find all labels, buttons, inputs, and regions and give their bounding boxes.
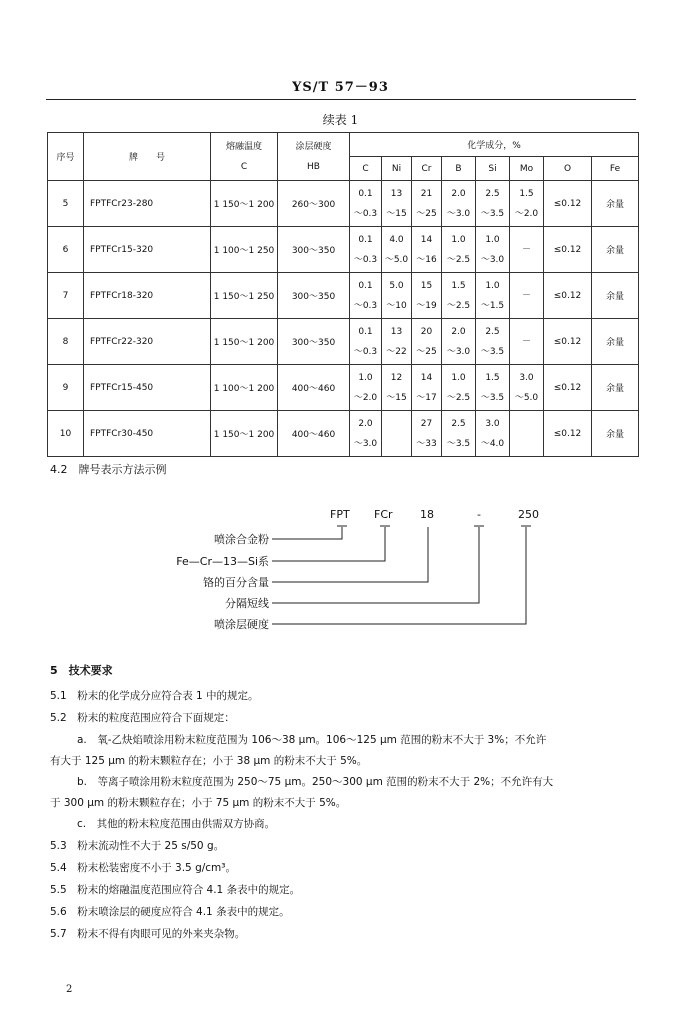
cell-o: ≤0.12 xyxy=(544,411,592,457)
cell-grade: FPTFCr30-450 xyxy=(84,411,211,457)
item-5-7: 5.7 粉末不得有肉眼可见的外来夹杂物。 xyxy=(50,928,246,940)
cell-value: ～0.3 xyxy=(353,346,378,357)
cell-value: － xyxy=(521,336,531,347)
cell-value: 1.0 xyxy=(485,234,500,245)
cell-value: 2.5 xyxy=(485,326,500,337)
cell-fe: 余量 xyxy=(592,181,639,227)
cell-value: 21 xyxy=(420,188,433,199)
code-fcr: FCr xyxy=(374,508,393,521)
item-b-line1: b. 等离子喷涂用粉末粒度范围为 250～75 μm。250～300 μm 范围的粉末不大于 2%；不允许有大 xyxy=(77,776,554,788)
cell-value: 1.0 xyxy=(485,280,500,291)
cell-value: ～3.5 xyxy=(480,208,505,219)
cell-value: ～3.5 xyxy=(480,392,505,403)
header-element: Ni xyxy=(382,157,412,181)
cell-melt: 1 150～1 200 xyxy=(211,411,278,457)
item-5-6: 5.6 粉末喷涂层的硬度应符合 4.1 条表中的规定。 xyxy=(50,906,290,918)
cell-value: 14 xyxy=(420,372,433,383)
cell-melt: 1 100～1 200 xyxy=(211,365,278,411)
item-5-3: 5.3 粉末流动性不大于 25 s/50 g。 xyxy=(50,840,225,852)
cell-o: ≤0.12 xyxy=(544,273,592,319)
cell-value: 3.0 xyxy=(485,418,500,429)
item-5-4: 5.4 粉末松装密度不小于 3.5 g/cm³。 xyxy=(50,862,236,874)
cell-melt: 1 150～1 250 xyxy=(211,273,278,319)
item-b-line2: 于 300 μm 的粉末颗粒存在；小于 75 μm 的粉末不大于 5%。 xyxy=(50,797,347,809)
item-a-line1: a. 氧-乙炔焰喷涂用粉末粒度范围为 106～38 μm。106～125 μm 范围的粉末不大于 3%；不允许 xyxy=(77,734,547,746)
cell-value: 1.5 xyxy=(519,188,534,199)
melt-unit: C xyxy=(240,161,248,172)
cell-o: ≤0.12 xyxy=(544,181,592,227)
cell-value: 0.1 xyxy=(358,280,373,291)
cell-value: ～15 xyxy=(386,392,407,403)
code-dash: - xyxy=(477,508,481,521)
cell-value: 1.5 xyxy=(451,280,466,291)
header-element: B xyxy=(442,157,476,181)
cell-value: 20 xyxy=(420,326,433,337)
header-element: Si xyxy=(476,157,510,181)
cell-value: ～3.5 xyxy=(480,346,505,357)
cell-value: 2.0 xyxy=(451,326,466,337)
section-5-title: 5 技术要求 xyxy=(50,664,113,677)
header-grade: 牌 号 xyxy=(84,133,211,181)
cell-hardness: 260～300 xyxy=(278,181,350,227)
cell-value: 1.5 xyxy=(485,372,500,383)
cell-value: ～15 xyxy=(386,208,407,219)
standard-header: YS/T 57－93 xyxy=(292,80,389,95)
cell-value: 0.1 xyxy=(358,234,373,245)
cell-seq: 6 xyxy=(48,227,84,273)
cell-value: 2.5 xyxy=(485,188,500,199)
cell-value: 13 xyxy=(390,188,403,199)
melt-label: 熔融温度 xyxy=(225,141,262,152)
cell-melt: 1 150～1 200 xyxy=(211,319,278,365)
code-fpt: FPT xyxy=(330,508,350,521)
label-spray-alloy: 喷涂合金粉 xyxy=(214,533,269,546)
cell-value: 14 xyxy=(420,234,433,245)
cell-o: ≤0.12 xyxy=(544,319,592,365)
cell-value: ～4.0 xyxy=(480,438,505,449)
cell-hardness: 300～350 xyxy=(278,227,350,273)
cell-fe: 余量 xyxy=(592,319,639,365)
header-element: Fe xyxy=(592,157,639,181)
cell-fe: 余量 xyxy=(592,365,639,411)
cell-value: 2.0 xyxy=(358,418,373,429)
cell-value: － xyxy=(521,290,531,301)
cell-melt: 1 150～1 200 xyxy=(211,181,278,227)
cell-value: ～22 xyxy=(386,346,407,357)
section-4-2-title: 4.2 牌号表示方法示例 xyxy=(50,463,167,476)
cell-seq: 10 xyxy=(48,411,84,457)
item-c: c. 其他的粉末粒度范围由供需双方协商。 xyxy=(77,818,276,830)
cell-value: ～19 xyxy=(416,300,437,311)
cell-value: 0.1 xyxy=(358,326,373,337)
cell-value: ～2.0 xyxy=(514,208,539,219)
cell-grade: FPTFCr18-320 xyxy=(84,273,211,319)
cell-value: ～5.0 xyxy=(514,392,539,403)
cell-grade: FPTFCr22-320 xyxy=(84,319,211,365)
header-seq: 序号 xyxy=(48,133,84,181)
cell-grade: FPTFCr15-450 xyxy=(84,365,211,411)
cell-value: ～3.5 xyxy=(446,438,471,449)
cell-hardness: 300～350 xyxy=(278,319,350,365)
label-separator: 分隔短线 xyxy=(225,597,269,610)
code-250: 250 xyxy=(518,508,539,521)
item-5-2: 5.2 粉末的粒度范围应符合下面规定： xyxy=(50,712,235,724)
cell-value: ～17 xyxy=(416,392,437,403)
cell-fe: 余量 xyxy=(592,273,639,319)
header-element: Mo xyxy=(510,157,544,181)
cell-melt: 1 100～1 250 xyxy=(211,227,278,273)
cell-grade: FPTFCr15-320 xyxy=(84,227,211,273)
cell-value: ～0.3 xyxy=(353,300,378,311)
header-element: O xyxy=(544,157,592,181)
cell-hardness: 400～460 xyxy=(278,411,350,457)
cell-value: 27 xyxy=(420,418,433,429)
cell-value: ～2.0 xyxy=(353,392,378,403)
label-hardness: 喷涂层硬度 xyxy=(214,618,269,631)
item-5-5: 5.5 粉末的熔融温度范围应符合 4.1 条表中的规定。 xyxy=(50,884,301,896)
cell-seq: 5 xyxy=(48,181,84,227)
cell-value: ～5.0 xyxy=(384,254,409,265)
cell-value: ～2.5 xyxy=(446,254,471,265)
cell-grade: FPTFCr23-280 xyxy=(84,181,211,227)
cell-value: 1.0 xyxy=(358,372,373,383)
cell-value: ～3.0 xyxy=(480,254,505,265)
cell-value: 1.0 xyxy=(451,234,466,245)
cell-value: ～3.0 xyxy=(353,438,378,449)
cell-value: ～16 xyxy=(416,254,437,265)
cell-value: 2.0 xyxy=(451,188,466,199)
cell-value: 1.0 xyxy=(451,372,466,383)
cell-seq: 8 xyxy=(48,319,84,365)
cell-value: 5.0 xyxy=(389,280,404,291)
hardness-label: 涂层硬度 xyxy=(295,141,332,152)
cell-value: 3.0 xyxy=(519,372,534,383)
cell-value: ～2.5 xyxy=(446,300,471,311)
cell-value: ～0.3 xyxy=(353,208,378,219)
header-element: Cr xyxy=(412,157,442,181)
item-5-1: 5.1 粉末的化学成分应符合表 1 中的规定。 xyxy=(50,690,259,702)
cell-value: ～25 xyxy=(416,208,437,219)
cell-value: ～10 xyxy=(386,300,407,311)
header-element: C xyxy=(350,157,382,181)
cell-value: － xyxy=(521,244,531,255)
cell-value: 0.1 xyxy=(358,188,373,199)
label-cr-content: 铬的百分含量 xyxy=(203,576,269,589)
cell-value: 4.0 xyxy=(389,234,404,245)
cell-value: ～0.3 xyxy=(353,254,378,265)
cell-value: ～25 xyxy=(416,346,437,357)
cell-value: ～33 xyxy=(416,438,437,449)
cell-value: 13 xyxy=(390,326,403,337)
hardness-unit: HB xyxy=(307,161,320,172)
item-a-line2: 有大于 125 μm 的粉末颗粒存在；小于 38 μm 的粉末不大于 5%。 xyxy=(50,755,368,767)
header-chem: 化学成分，% xyxy=(350,133,639,157)
cell-value: 12 xyxy=(390,372,403,383)
cell-value: ～1.5 xyxy=(480,300,505,311)
cell-fe: 余量 xyxy=(592,411,639,457)
code-18: 18 xyxy=(420,508,434,521)
cell-hardness: 400～460 xyxy=(278,365,350,411)
cell-o: ≤0.12 xyxy=(544,227,592,273)
page-number: 2 xyxy=(66,984,73,995)
cell-value: ～2.5 xyxy=(446,392,471,403)
cell-fe: 余量 xyxy=(592,227,639,273)
cell-value: ～3.0 xyxy=(446,208,471,219)
label-series: Fe—Cr—13—Si系 xyxy=(176,555,269,568)
cell-seq: 7 xyxy=(48,273,84,319)
cell-hardness: 300～350 xyxy=(278,273,350,319)
cell-seq: 9 xyxy=(48,365,84,411)
cell-value: ～3.0 xyxy=(446,346,471,357)
table-caption: 续表 1 xyxy=(322,113,359,127)
cell-o: ≤0.12 xyxy=(544,365,592,411)
cell-value: 15 xyxy=(420,280,433,291)
cell-value: 2.5 xyxy=(451,418,466,429)
